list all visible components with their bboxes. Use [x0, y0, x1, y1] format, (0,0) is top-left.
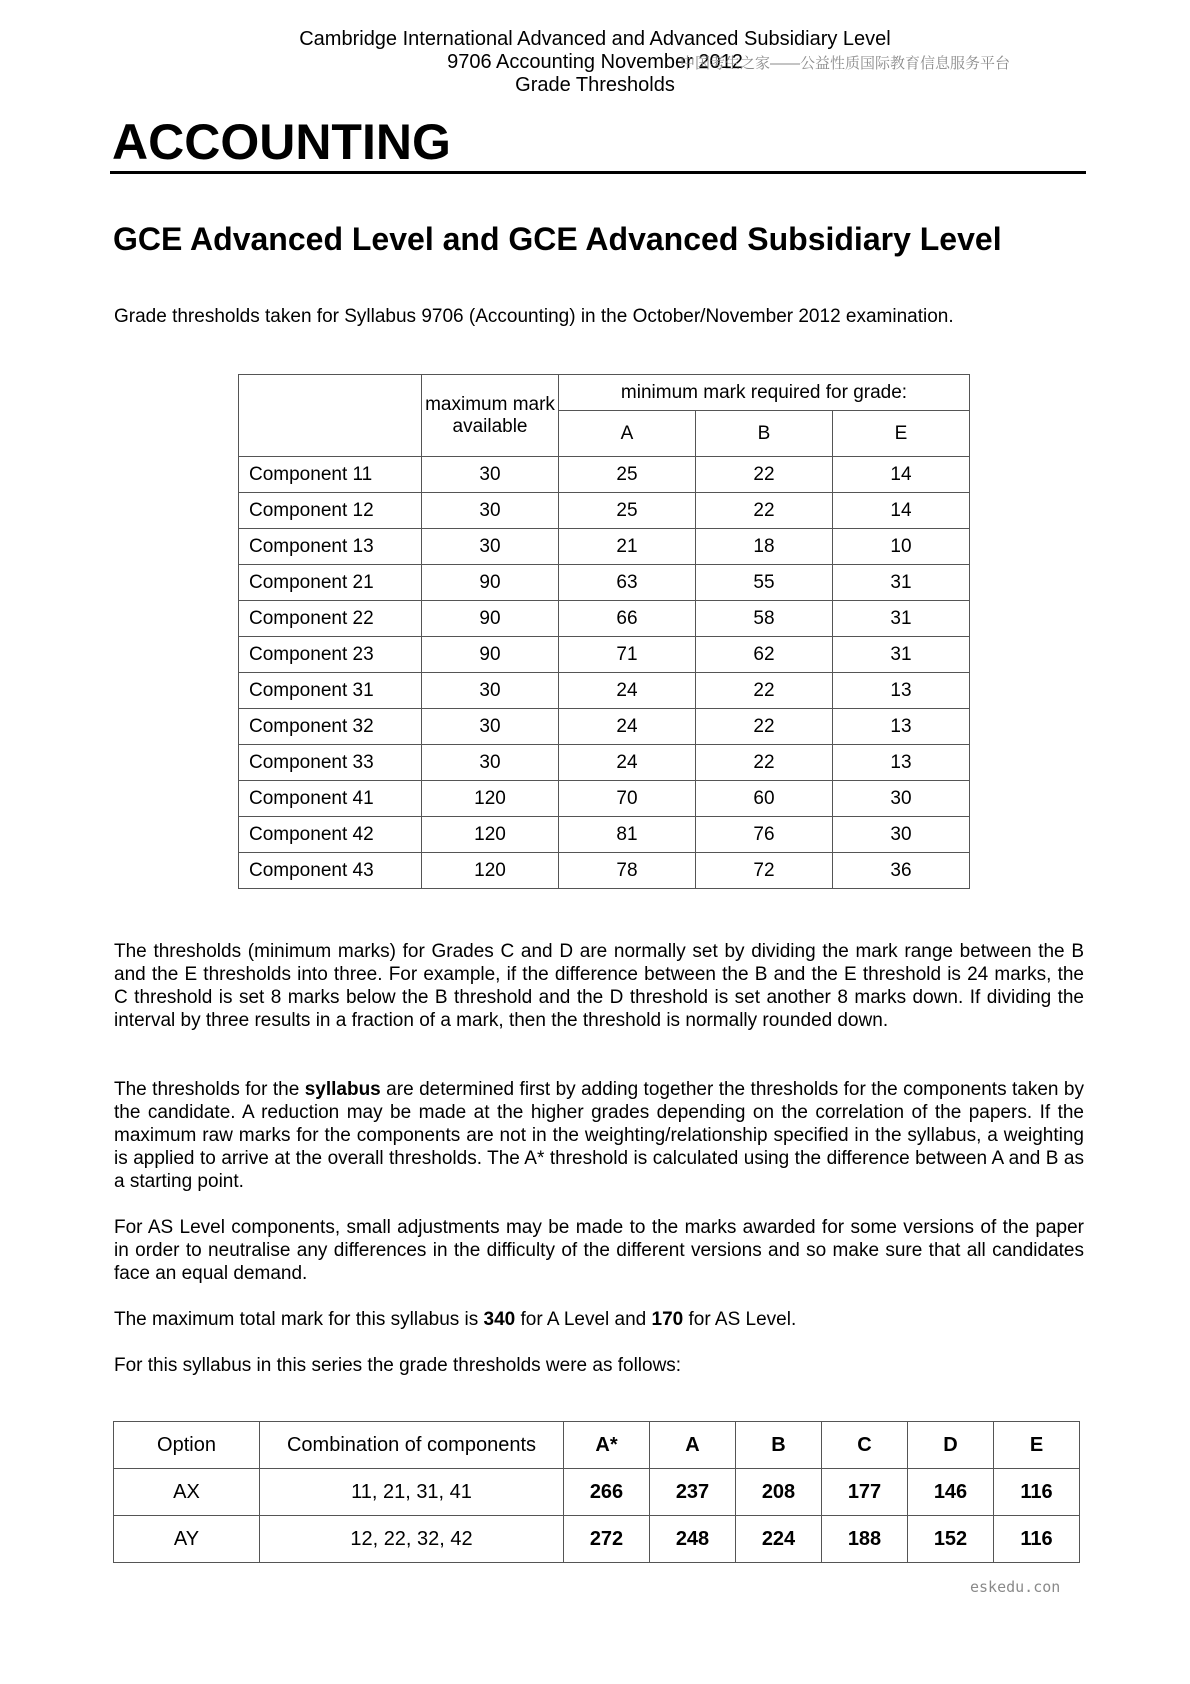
- grade-e-mark: 31: [833, 637, 970, 673]
- component-name: Component 11: [239, 457, 422, 493]
- grade-a-mark: 70: [559, 781, 696, 817]
- max-mark-header: maximum mark available: [422, 375, 559, 457]
- max-mark: 30: [422, 745, 559, 781]
- paragraph-series-intro: For this syllabus in this series the grade thresholds were as follows:: [114, 1355, 682, 1376]
- table-row: [239, 745, 970, 781]
- table-row: [239, 529, 970, 565]
- min-mark-header: minimum mark required for grade:: [559, 375, 970, 411]
- grade-b-mark: 22: [696, 673, 833, 709]
- grade-header-b: B: [696, 411, 833, 457]
- paragraph-grade-c-d: The thresholds (minimum marks) for Grades C and D are normally set by dividing the mark range between the B and the E thresholds into three. For example, if the difference between the B and the E threshold is 24 marks, the C threshold is set 8 marks below the B threshold and the D threshold is set another 8 marks down. If dividing the interval by three results in a fraction of a mark, then the threshold is normally rounded down.: [114, 941, 1084, 1031]
- table-row: [239, 565, 970, 601]
- component-name: Component 12: [239, 493, 422, 529]
- grade-a-mark: 24: [559, 709, 696, 745]
- grade-header-e: E: [833, 411, 970, 457]
- a-level-max-mark: 340: [483, 1309, 516, 1330]
- max-mark: 120: [422, 853, 559, 889]
- max-mark: 30: [422, 529, 559, 565]
- grade-b-mark: 72: [696, 853, 833, 889]
- blank-header-cell: [239, 375, 422, 457]
- grade-b-mark: 22: [696, 745, 833, 781]
- grade-e-mark: 13: [833, 745, 970, 781]
- option-header: Option: [114, 1422, 260, 1469]
- paragraph-max-total: [114, 1308, 1084, 1331]
- max-mark: 90: [422, 601, 559, 637]
- grade-b-mark: 58: [696, 601, 833, 637]
- table-row: [239, 493, 970, 529]
- grade-e-mark: 30: [833, 817, 970, 853]
- table-row: [239, 853, 970, 889]
- grade-a-mark: 66: [559, 601, 696, 637]
- component-name: Component 13: [239, 529, 422, 565]
- paragraph-syllabus-thresholds: [114, 1078, 1084, 1193]
- table-row: [239, 673, 970, 709]
- paragraph-text: for AS Level.: [683, 1309, 797, 1330]
- component-name: Component 42: [239, 817, 422, 853]
- grade-a-mark: 248: [650, 1516, 736, 1563]
- paragraph-text: are determined first by adding together the thresholds for the components taken by the candidate. A reduction may be made at the higher grades depending on the correlation of the papers. If the maximum raw marks for the components are not in the weighting/relationship specified in the syllabus, a weighting is applied to arrive at the overall thresholds. The A* threshold is calculated using the difference between A and B as a starting point.: [114, 1079, 1084, 1192]
- grade-e-mark: 30: [833, 781, 970, 817]
- table-row: [239, 781, 970, 817]
- paragraph-text: The maximum total mark for this syllabus is: [114, 1309, 484, 1330]
- grade-e-mark: 31: [833, 601, 970, 637]
- grade-header-a: A: [650, 1422, 736, 1469]
- grade-b-mark: 22: [696, 493, 833, 529]
- grade-header-a: A: [559, 411, 696, 457]
- table-row: [114, 1469, 1080, 1516]
- component-name: Component 43: [239, 853, 422, 889]
- grade-e-mark: 14: [833, 493, 970, 529]
- component-name: Component 31: [239, 673, 422, 709]
- max-mark: 120: [422, 781, 559, 817]
- table-header-row: [114, 1422, 1080, 1469]
- grade-header-c: C: [822, 1422, 908, 1469]
- grade-c-mark: 177: [822, 1469, 908, 1516]
- option-code: AX: [114, 1469, 260, 1516]
- grade-e-mark: 13: [833, 673, 970, 709]
- grade-b-mark: 62: [696, 637, 833, 673]
- grade-b-mark: 18: [696, 529, 833, 565]
- grade-a-mark: 71: [559, 637, 696, 673]
- max-mark: 30: [422, 493, 559, 529]
- grade-b-mark: 76: [696, 817, 833, 853]
- table-row: [239, 709, 970, 745]
- grade-header-astar: A*: [564, 1422, 650, 1469]
- grade-astar-mark: 266: [564, 1469, 650, 1516]
- option-code: AY: [114, 1516, 260, 1563]
- table-row: [239, 601, 970, 637]
- grade-d-mark: 152: [908, 1516, 994, 1563]
- max-mark: 30: [422, 457, 559, 493]
- as-level-max-mark: 170: [651, 1309, 684, 1330]
- grade-b-mark: 22: [696, 457, 833, 493]
- max-mark: 30: [422, 673, 559, 709]
- grade-astar-mark: 272: [564, 1516, 650, 1563]
- footer-watermark: eskedu.con: [970, 1578, 1061, 1596]
- grade-b-mark: 22: [696, 709, 833, 745]
- paragraph-text: for A Level and: [515, 1309, 652, 1330]
- grade-a-mark: 81: [559, 817, 696, 853]
- component-thresholds-table: [238, 374, 970, 889]
- grade-a-mark: 25: [559, 493, 696, 529]
- table-row: [239, 817, 970, 853]
- intro-text: Grade thresholds taken for Syllabus 9706 (Accounting) in the October/November 2012 examination.: [114, 306, 954, 327]
- grade-a-mark: 25: [559, 457, 696, 493]
- component-name: Component 41: [239, 781, 422, 817]
- header-line-2: 9706 Accounting November 2012: [447, 51, 743, 73]
- component-combination: 12, 22, 32, 42: [260, 1516, 564, 1563]
- option-thresholds-table: [113, 1421, 1080, 1563]
- grade-a-mark: 24: [559, 673, 696, 709]
- combination-header: Combination of components: [260, 1422, 564, 1469]
- max-mark: 120: [422, 817, 559, 853]
- page-title: ACCOUNTING: [112, 114, 451, 170]
- max-mark: 30: [422, 709, 559, 745]
- grade-header-b: B: [736, 1422, 822, 1469]
- grade-a-mark: 78: [559, 853, 696, 889]
- header-line-3: Grade Thresholds: [515, 74, 675, 96]
- grade-e-mark: 36: [833, 853, 970, 889]
- grade-d-mark: 146: [908, 1469, 994, 1516]
- table-row: [239, 637, 970, 673]
- component-combination: 11, 21, 31, 41: [260, 1469, 564, 1516]
- max-mark: 90: [422, 637, 559, 673]
- component-name: Component 21: [239, 565, 422, 601]
- paragraph-text: The thresholds for the: [114, 1079, 305, 1100]
- grade-b-mark: 208: [736, 1469, 822, 1516]
- grade-e-mark: 31: [833, 565, 970, 601]
- watermark-text: 中国考生之家——公益性质国际教育信息服务平台: [680, 55, 1011, 72]
- syllabus-emphasis: syllabus: [304, 1079, 381, 1100]
- grade-e-mark: 116: [994, 1516, 1080, 1563]
- component-name: Component 22: [239, 601, 422, 637]
- grade-c-mark: 188: [822, 1516, 908, 1563]
- component-name: Component 33: [239, 745, 422, 781]
- grade-b-mark: 55: [696, 565, 833, 601]
- grade-e-mark: 14: [833, 457, 970, 493]
- grade-b-mark: 60: [696, 781, 833, 817]
- grade-e-mark: 13: [833, 709, 970, 745]
- component-name: Component 23: [239, 637, 422, 673]
- page-subtitle: GCE Advanced Level and GCE Advanced Subsidiary Level: [113, 221, 1002, 257]
- component-name: Component 32: [239, 709, 422, 745]
- max-mark: 90: [422, 565, 559, 601]
- grade-header-d: D: [908, 1422, 994, 1469]
- grade-a-mark: 237: [650, 1469, 736, 1516]
- header-line-1: Cambridge International Advanced and Advanced Subsidiary Level: [299, 28, 891, 50]
- table-row: [114, 1516, 1080, 1563]
- grade-a-mark: 63: [559, 565, 696, 601]
- paragraph-as-level: For AS Level components, small adjustments may be made to the marks awarded for some versions of the paper in order to neutralise any differences in the difficulty of the different versions and so make sure that all candidates face an equal demand.: [114, 1217, 1084, 1284]
- grade-e-mark: 10: [833, 529, 970, 565]
- table-row: [239, 457, 970, 493]
- grade-e-mark: 116: [994, 1469, 1080, 1516]
- grade-a-mark: 24: [559, 745, 696, 781]
- title-divider: [110, 171, 1086, 174]
- grade-b-mark: 224: [736, 1516, 822, 1563]
- grade-header-e: E: [994, 1422, 1080, 1469]
- grade-a-mark: 21: [559, 529, 696, 565]
